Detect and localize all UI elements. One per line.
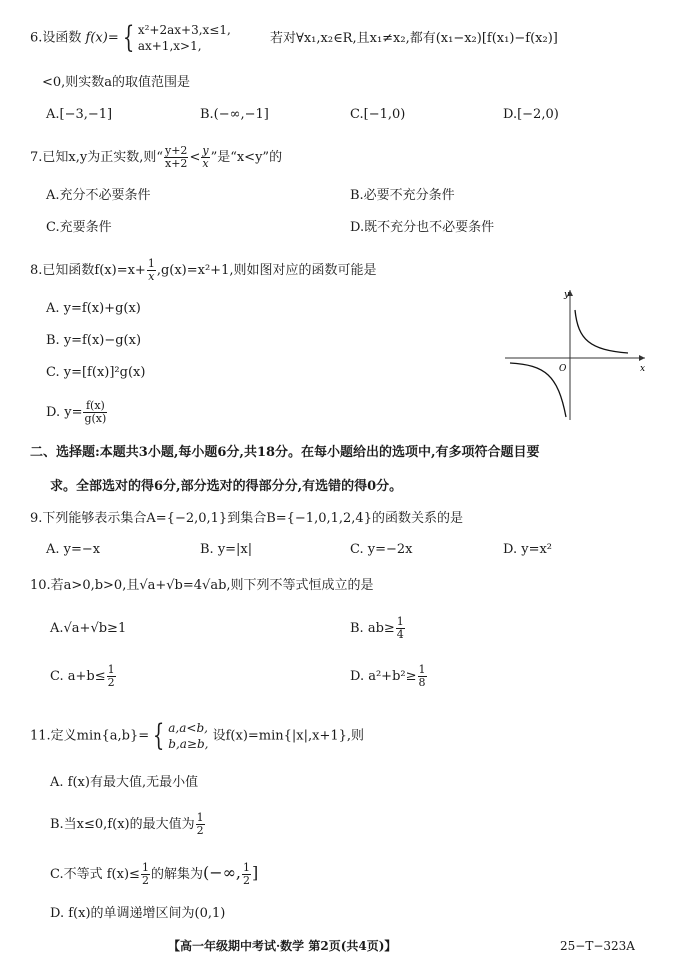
q10-option-b[interactable]: B. ab≥ $\frac{1}{4}$: [350, 615, 404, 641]
q8-graph: [500, 285, 650, 425]
q8-option-b[interactable]: B. y=f(x)−g(x): [46, 333, 142, 348]
q6-stem: 6.设函数 f(x)= { x²+2ax+3,x≤1, ax+1,x>1,: [30, 20, 231, 55]
q9-option-b[interactable]: B. y=|x|: [200, 542, 253, 557]
axis-label-y: y: [564, 290, 570, 300]
q8-option-c[interactable]: C. y=[f(x)]²g(x): [46, 365, 146, 380]
q11-option-b[interactable]: B.当x≤0,f(x)的最大值为 $\frac{1}{2}$: [50, 811, 204, 837]
axis-label-x: x: [640, 364, 646, 374]
q6-option-a[interactable]: A.[−3,−1]: [46, 107, 113, 122]
q10-stem: 10.若a>0,b>0,且√a+√b=4√ab,则下列不等式恒成立的是: [30, 578, 374, 593]
q7-option-d[interactable]: D.既不充分也不必要条件: [350, 220, 495, 235]
q10-option-c[interactable]: C. a+b≤ $\frac{1}{2}$: [50, 663, 115, 689]
q10-option-a[interactable]: A.√a+√b≥1: [50, 621, 127, 636]
q11-option-a[interactable]: A. f(x)有最大值,无最小值: [50, 775, 199, 790]
q9-stem: 9.下列能够表示集合A={−2,0,1}到集合B={−1,0,1,2,4}的函数关系的是: [30, 511, 463, 526]
curve-right-branch: [575, 310, 628, 353]
q7-option-c[interactable]: C.充要条件: [46, 220, 112, 235]
q7-stem: 7.已知x,y为正实数,则“ $\frac{y+2}{x+2}$ < $\frac{y}{x}$ ”是“x<y”的: [30, 144, 283, 170]
q8-option-d[interactable]: D. y= $\frac{f(x)}{g(x)}$: [46, 399, 107, 425]
x-axis-arrow: [639, 355, 645, 361]
q6-stem-cont: <0,则实数a的取值范围是: [42, 75, 191, 90]
q8-option-a[interactable]: A. y=f(x)+g(x): [46, 301, 141, 316]
q9-option-a[interactable]: A. y=−x: [46, 542, 101, 557]
q11-stem: 11.定义min{a,b}= { a,a<b, b,a≥b, 设f(x)=min{|x|,x+1},则: [30, 718, 365, 753]
q10-option-d[interactable]: D. a²+b²≥ $\frac{1}{8}$: [350, 663, 426, 689]
section2-line2: 求。全部选对的得6分,部分选对的得部分分,有选错的得0分。: [50, 479, 403, 494]
q11-option-d[interactable]: D. f(x)的单调递增区间为(0,1): [50, 906, 226, 921]
curve-left-branch: [510, 363, 566, 417]
footer-code: 25−T−323A: [560, 939, 635, 953]
q9-option-c[interactable]: C. y=−2x: [350, 542, 413, 557]
q8-stem: 8.已知函数f(x)=x+ $\frac{1}{x}$ ,g(x)=x²+1,则如图对应的函数可能是: [30, 257, 377, 283]
q9-option-d[interactable]: D. y=x²: [503, 542, 553, 557]
q6-condition: 若对∀x₁,x₂∈R,且x₁≠x₂,都有(x₁−x₂)[f(x₁)−f(x₂)]: [270, 31, 558, 46]
footer-title: 【高一年级期中考试·数学 第2页(共4页)】: [168, 939, 397, 953]
q6-option-d[interactable]: D.[−2,0): [503, 107, 559, 122]
q6-option-c[interactable]: C.[−1,0): [350, 107, 406, 122]
q11-option-c[interactable]: C.不等式 f(x)≤ $\frac{1}{2}$ 的解集为(−∞, $\frac{1}{2}$ ]: [50, 861, 259, 887]
q6-option-b[interactable]: B.(−∞,−1]: [200, 107, 269, 122]
q7-option-b[interactable]: B.必要不充分条件: [350, 188, 455, 203]
origin-label: O: [559, 364, 567, 374]
section2-line1: 二、选择题:本题共3小题,每小题6分,共18分。在每小题给出的选项中,有多项符合题目要: [30, 445, 540, 460]
q7-option-a[interactable]: A.充分不必要条件: [46, 188, 151, 203]
